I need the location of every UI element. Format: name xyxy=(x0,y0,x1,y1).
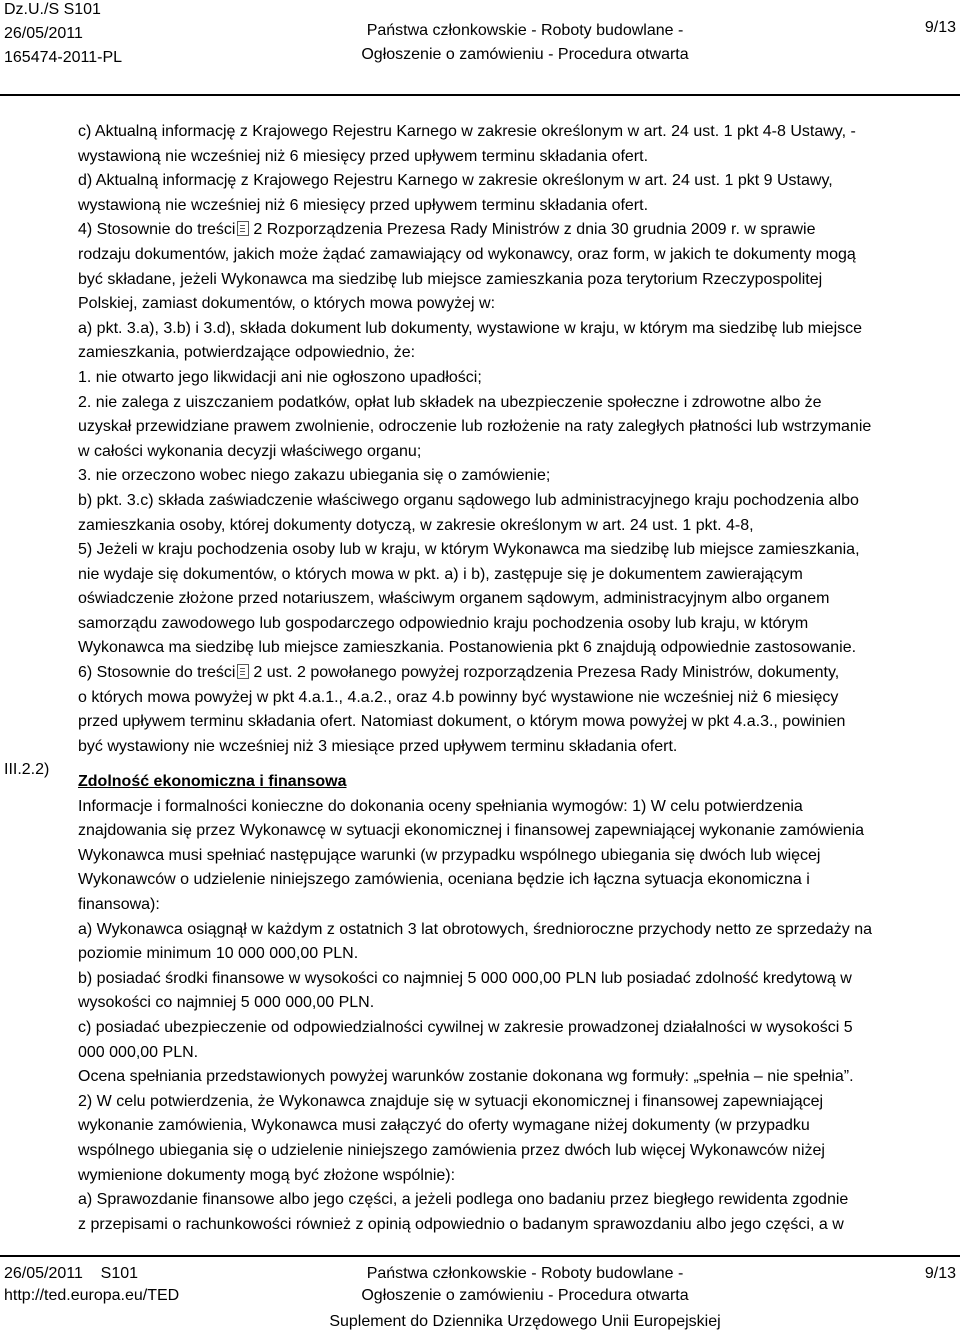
section-number: III.2.2) xyxy=(4,761,50,778)
section-line: znajdowania się przez Wykonawcę w sytuacji ekonomicznej i finansowej zapewniającej wykonanie zamówienia xyxy=(78,822,865,840)
body-line: rodzaju dokumentów, jakich może żądać zamawiający od wykonawcy, oraz form, w jakich te dokumenty mogą xyxy=(78,245,856,263)
body-line: 1. nie otwarto jego likwidacji ani nie ogłoszono upadłości; xyxy=(78,368,482,386)
header-journal-ref: Dz.U./S S101 xyxy=(4,1,101,18)
section-line: wspólnego ubiegania się o udzielenie niniejszego zamówienia przez dwóch lub więcej Wykonawców niżej xyxy=(78,1141,825,1159)
body-line: zamieszkania, potwierdzające odpowiednio, że: xyxy=(78,344,416,362)
body-line-text: 2 Rozporządzenia Prezesa Rady Ministrów z dnia 30 grudnia 2009 r. w sprawie xyxy=(253,221,816,239)
body-line: być wystawiony nie wcześniej niż 3 miesiące przed upływem terminu składania ofert. xyxy=(78,737,678,755)
header-title-2: Ogłoszenie o zamówieniu - Procedura otwarta xyxy=(361,46,689,63)
body-line: nie wydaje się dokumentów, o których mowa w pkt. a) i b), zastępuje się je dokumentem zawierającym xyxy=(78,565,803,583)
footer-title-2: Ogłoszenie o zamówieniu - Procedura otwarta xyxy=(361,1287,689,1304)
header-rule xyxy=(0,94,960,96)
body-line: d) Aktualną informację z Krajowego Rejestru Karnego w zakresie określonym w art. 24 ust. 1 pkt 9 Ustawy, xyxy=(78,172,833,190)
document-link-icon[interactable] xyxy=(237,221,249,236)
section-body xyxy=(78,770,948,1237)
footer-title-1: Państwa członkowskie - Roboty budowlane - xyxy=(366,1265,684,1282)
header-page-number: 9/13 xyxy=(924,19,956,36)
footer-page-number: 9/13 xyxy=(924,1265,956,1282)
section-line: b) posiadać środki finansowe w wysokości co najmniej 5 000 000,00 PLN lub posiadać zdolność kredytową w xyxy=(78,969,852,987)
body-line-with-link xyxy=(78,661,948,686)
section-line: Wykonawców o udzielenie niniejszego zamówienia, oceniana będzie ich łączna sytuacja ekonomiczna i xyxy=(78,871,810,889)
body-line: 3. nie orzeczono wobec niego zakazu ubiegania się o zamówienie; xyxy=(78,467,551,485)
body-line: wystawioną nie wcześniej niż 6 miesięcy przed upływem terminu składania ofert. xyxy=(78,147,649,165)
section-line: wymienione dokumenty mogą być złożone wspólnie): xyxy=(78,1166,456,1184)
header-center xyxy=(300,19,750,67)
body-line: przed upływem terminu składania ofert. Natomiast dokument, o którym mowa powyżej w pkt 4.a.3., powinien xyxy=(78,713,846,731)
document-link-icon[interactable] xyxy=(237,664,249,679)
body-line: zamieszkania osoby, której dokumenty dotyczą, w zakresie określonym w art. 24 ust. 1 pkt. 4-8, xyxy=(78,516,754,534)
body-line: c) Aktualną informację z Krajowego Rejestru Karnego w zakresie określonym w art. 24 ust. 1 pkt 4-8 Ustawy, - xyxy=(78,123,856,140)
footer-rule xyxy=(0,1255,960,1257)
section-title: Zdolność ekonomiczna i finansowa xyxy=(78,773,347,790)
section-line: Informacje i formalności konieczne do dokonania oceny spełniania wymogów: 1) W celu potwierdzenia xyxy=(78,797,803,815)
body-line: b) pkt. 3.c) składa zaświadczenie właściwego organu sądowego lub administracyjnego kraju pochodzenia albo xyxy=(78,491,859,509)
header-title-1: Państwa członkowskie - Roboty budowlane - xyxy=(366,22,684,39)
section-line: Ocena spełniania przedstawionych powyżej warunków zostanie dokonana wg formuły: „spełnia – nie spełnia”. xyxy=(78,1068,854,1086)
section-line: wykonanie zamówienia, Wykonawca musi załączyć do oferty wymagane niżej dokumenty (w przypadku xyxy=(78,1117,810,1135)
header-left xyxy=(4,0,122,70)
body-line: Wykonawca ma siedzibę lub miejsce zamieszkania. Postanowienia pkt 6 znajdują odpowiednie zastosowanie. xyxy=(78,639,857,657)
section-line: c) posiadać ubezpieczenie od odpowiedzialności cywilnej w zakresie prowadzonej działalności w wysokości 5 xyxy=(78,1018,853,1036)
body-line: wystawioną nie wcześniej niż 6 miesięcy przed upływem terminu składania ofert. xyxy=(78,196,649,214)
section-line: 000 000,00 PLN. xyxy=(78,1043,199,1061)
body-line: Polskiej, zamiast dokumentów, o których mowa powyżej w: xyxy=(78,295,496,313)
section-line: a) Sprawozdanie finansowe albo jego części, a jeżeli podlega ono badaniu przez biegłego rewidenta zgodnie xyxy=(78,1191,849,1209)
footer-date: 26/05/2011 S101 xyxy=(4,1265,139,1282)
header-date: 26/05/2011 xyxy=(4,25,83,42)
section-line: poziomie minimum 10 000 000,00 PLN. xyxy=(78,945,359,963)
section-line: 2) W celu potwierdzenia, że Wykonawca znajduje się w sytuacji ekonomicznej i finansowej zapewniającej xyxy=(78,1092,824,1110)
section-line: finansowa): xyxy=(78,895,160,913)
body-line: 5) Jeżeli w kraju pochodzenia osoby lub w kraju, w którym Wykonawca ma siedzibę lub miejsce zamieszkania, xyxy=(78,541,860,559)
body-line: a) pkt. 3.a), 3.b) i 3.d), składa dokument lub dokumenty, wystawione w kraju, w którym ma siedzibę lub miejsce xyxy=(78,319,863,337)
footer-left xyxy=(4,1263,179,1307)
section-line: Wykonawca musi spełniać następujące warunki (w przypadku wspólnego ubiegania się dwóch lub więcej xyxy=(78,846,821,864)
body-line: być składane, jeżeli Wykonawca ma siedzibę lub miejsce zamieszkania poza terytorium Rzeczypospolitej xyxy=(78,270,823,288)
body-text xyxy=(78,120,948,759)
body-line: o których mowa powyżej w pkt 4.a.1., 4.a.2., oraz 4.b powinny być wystawione nie wcześniej niż 6 miesięcy xyxy=(78,688,839,706)
section-line: z przepisami o rachunkowości również z opinią odpowiednio o badanym sprawozdaniu albo jego części, a w xyxy=(78,1215,844,1233)
footer-supplement: Suplement do Dziennika Urzędowego Unii Europejskiej xyxy=(329,1313,721,1330)
body-line: uzyskał przewidziane prawem zwolnienie, odroczenie lub rozłożenie na raty zaległych płatności lub wstrzymanie xyxy=(78,418,872,436)
body-line: oświadczenie złożone przed notariuszem, właściwym organem sądowym, administracyjnym albo organem xyxy=(78,590,830,608)
body-line: 2. nie zalega z uiszczaniem podatków, opłat lub składek na ubezpieczenie społeczne i zdrowotne albo że xyxy=(78,393,822,411)
body-line-text: 4) Stosownie do treści xyxy=(78,221,236,239)
body-line: samorządu zawodowego lub gospodarczego odpowiednio kraju pochodzenia osoby lub kraju, w którym xyxy=(78,614,809,632)
footer-center xyxy=(300,1263,750,1307)
footer-url: http://ted.europa.eu/TED xyxy=(4,1287,180,1304)
section-line: wysokości co najmniej 5 000 000,00 PLN. xyxy=(78,994,375,1012)
body-line: w całości wykonania decyzji właściwego organu; xyxy=(78,442,422,460)
body-line-text: 2 ust. 2 powołanego powyżej rozporządzenia Prezesa Rady Ministrów, dokumenty, xyxy=(253,664,840,682)
body-line-with-link xyxy=(78,218,948,243)
header-notice-id: 165474-2011-PL xyxy=(4,49,123,66)
section-line: a) Wykonawca osiągnął w każdym z ostatnich 3 lat obrotowych, średnioroczne przychody netto ze sprzedaży na xyxy=(78,920,873,938)
body-line-text: 6) Stosownie do treści xyxy=(78,664,236,682)
